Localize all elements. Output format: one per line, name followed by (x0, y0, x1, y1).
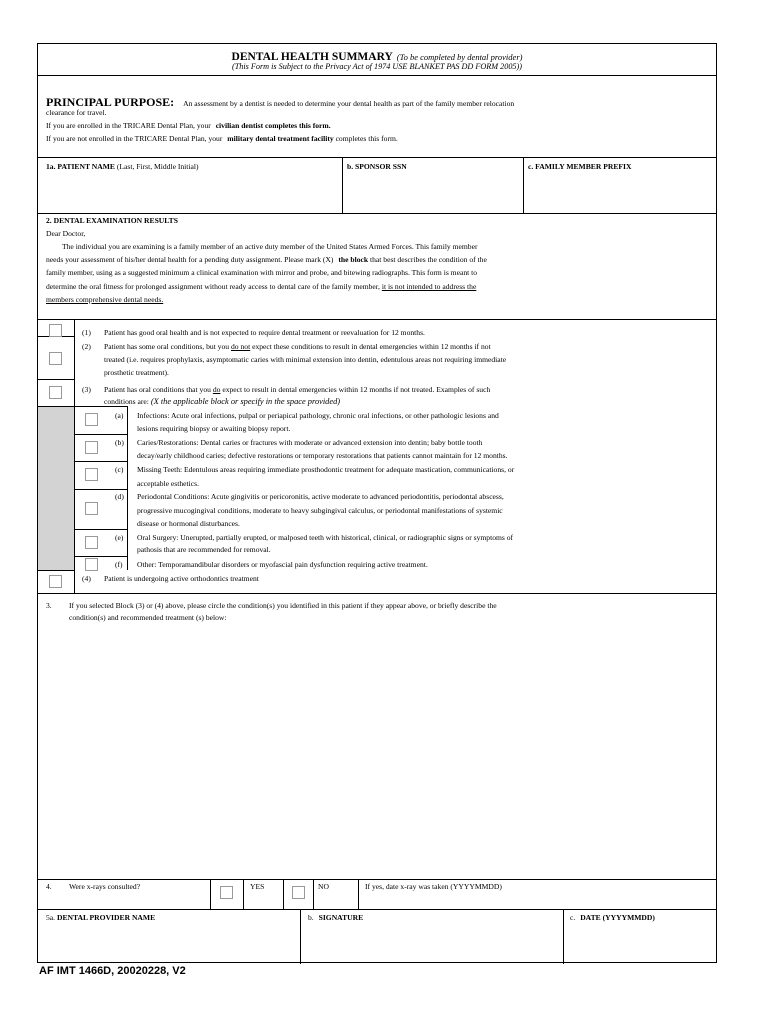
item-2-text-a: Patient has some oral conditions, but you (104, 342, 230, 351)
item-3-line1 (104, 385, 490, 395)
item-3b-number: (b) (115, 438, 124, 447)
section-4-number: 4. (46, 882, 52, 891)
item-3c-line1: Missing Teeth: Edentulous areas requiring immediate prosthodontic treatment for adequate mastication, communications, or (137, 465, 515, 474)
checkbox-item-1[interactable] (49, 324, 62, 337)
item-1-number: (1) (82, 328, 91, 337)
item-3a-number: (a) (115, 411, 124, 420)
item-3d-number: (d) (115, 492, 124, 501)
item-3f-number: (f) (115, 560, 123, 569)
checkbox-item-3[interactable] (49, 386, 62, 399)
item-3-text-a: Patient has oral conditions that you (104, 385, 211, 394)
item-3d-line2: progressive mucogingival conditions, moderate to heavy subgingival calculus, or periodontal manifestations of systemic (137, 506, 503, 515)
tricare-not-enrolled-text: If you are not enrolled in the TRICARE Dental Plan, your (46, 134, 223, 143)
exam-paragraph-line4 (46, 282, 476, 292)
item-3a-line1: Infections: Acute oral infections, pulpal or periapical pathology, chronic oral infections, or other pathologic lesions and (137, 411, 499, 420)
patient-name-field[interactable] (46, 162, 199, 172)
patient-name-label: 1a. PATIENT NAME (46, 162, 115, 171)
item-3c-number: (c) (115, 465, 124, 474)
item-2-number: (2) (82, 342, 91, 351)
xray-yes-checkbox[interactable] (220, 886, 233, 899)
exam-p2-text: needs your assessment of his/her dental health for a pending duty assignment. Please mark (X) (46, 255, 334, 264)
xray-date-field[interactable] (365, 882, 502, 892)
item-2-line1 (104, 342, 491, 352)
exam-p4-text: determine the oral fitness for prolonged assignment without ready access to dental care of the family member, (46, 282, 380, 291)
tricare-enrolled-line (46, 121, 331, 131)
item-3-number: (3) (82, 385, 91, 394)
item-3d-line1: Periodontal Conditions: Acute gingivitis or pericoronitis, active moderate to advanced periodontitis, periodontal abscess, (137, 492, 504, 501)
principal-purpose-text-cont: clearance for travel. (46, 108, 107, 117)
item-3a-line2: lesions requiring biopsy or awaiting biopsy report. (137, 424, 291, 433)
principal-purpose (46, 93, 514, 111)
item-3-line2 (104, 397, 340, 407)
xray-no-checkbox[interactable] (292, 886, 305, 899)
exam-paragraph-line3: family member, using as a suggested minimum a clinical examination with mirror and probe, and bitewing radiographs. This form is meant to (46, 268, 478, 277)
item-3e-number: (e) (115, 533, 124, 542)
civilian-dentist-text: civilian dentist completes this form. (215, 121, 331, 130)
item-3-do: do (212, 385, 221, 394)
item-2-do-not: do not (230, 342, 251, 351)
item-3b-line1: Caries/Restorations: Dental caries or fractures with moderate or advanced extension into dentin; baby bottle tooth (137, 438, 483, 447)
provider-name-label: DENTAL PROVIDER NAME (56, 913, 156, 922)
xray-yes-label: YES (250, 882, 265, 891)
exam-paragraph-line1: The individual you are examining is a family member of an active duty member of the United States Armed Forces. This family member (62, 242, 478, 251)
family-member-prefix-label: c. FAMILY MEMBER PREFIX (528, 162, 632, 171)
form-identifier: AF IMT 1466D, 20020228, V2 (39, 965, 186, 977)
exam-p2-text-end: that best describes the condition of the (370, 255, 487, 264)
signature-number: b. (308, 913, 314, 922)
privacy-act-note: (This Form is Subject to the Privacy Act of 1974 USE BLANKET PAS DD FORM 2005)) (232, 62, 522, 71)
item-4-number: (4) (82, 574, 91, 583)
gray-shading-column (38, 407, 74, 570)
sponsor-ssn-label: b. SPONSOR SSN (347, 162, 407, 171)
completes-form-text: completes this form. (335, 134, 398, 143)
form-title-note: (To be completed by dental provider) (396, 52, 523, 62)
condition-description-area[interactable] (46, 629, 710, 874)
item-2-line2: treated (i.e. requires prophylaxis, asymptomatic caries with minimal extension into dentin, edentulous areas not requiring immediate (104, 355, 507, 364)
checkbox-item-3a[interactable] (85, 413, 98, 426)
principal-purpose-heading: PRINCIPAL PURPOSE: (46, 95, 175, 109)
military-facility-text: military dental treatment facility (227, 134, 334, 143)
item-3f-line1: Other: Temporamandibular disorders or myofascial pain dysfunction requiring active treatment. (137, 560, 428, 569)
patient-name-hint: (Last, First, Middle Initial) (116, 162, 199, 171)
principal-purpose-text: An assessment by a dentist is needed to determine your dental health as part of the family member relocation (183, 99, 515, 108)
item-3e-line1: Oral Surgery: Unerupted, partially erupted, or malposed teeth with historical, clinical, or radiographic signs or symptoms of (137, 533, 514, 542)
the-block-text: the block (338, 255, 369, 264)
xray-no-label: NO (318, 882, 329, 891)
provider-name-field[interactable] (46, 913, 155, 923)
section-3-line1: If you selected Block (3) or (4) above, please circle the condition(s) you identified in this patient if they appear above, or briefly describe the (69, 601, 497, 610)
item-3-text-c: expect to result in dental emergencies within 12 months if not treated. Examples of such (222, 385, 491, 394)
checkbox-item-3e[interactable] (85, 536, 98, 549)
signature-field[interactable] (308, 913, 363, 923)
item-1-text: Patient has good oral health and is not expected to require dental treatment or reevaluation for 12 months. (104, 328, 425, 337)
item-3-instruction: (X the applicable block or specify in the space provided) (150, 397, 341, 406)
provider-name-number: 5a. (46, 913, 56, 922)
sponsor-ssn-field[interactable] (347, 162, 407, 172)
date-label: DATE (YYYYMMDD) (580, 913, 655, 922)
section-3-line2: condition(s) and recommended treatment (s) below: (69, 613, 227, 622)
item-3c-line2: acceptable esthetics. (137, 479, 199, 488)
item-3-conditions-label: conditions are: (104, 397, 149, 406)
date-field[interactable] (570, 913, 655, 923)
tricare-not-enrolled-line (46, 134, 398, 144)
xray-question: Were x-rays consulted? (69, 882, 141, 891)
not-intended-text: it is not intended to address the (381, 282, 477, 291)
form-title: DENTAL HEALTH SUMMARY (231, 51, 393, 63)
item-2-text-c: expect these conditions to result in dental emergencies within 12 months if not (252, 342, 491, 351)
exam-paragraph-line2 (46, 255, 487, 265)
xray-date-label: If yes, date x-ray was taken (YYYYMMDD) (365, 882, 502, 891)
tricare-enrolled-text: If you are enrolled in the TRICARE Dental Plan, your (46, 121, 211, 130)
item-3d-line3: disease or hormonal disturbances. (137, 519, 240, 528)
item-4-text: Patient is undergoing active orthodontics treatment (104, 574, 259, 583)
family-member-prefix-field[interactable] (528, 162, 632, 172)
salutation: Dear Doctor, (46, 229, 86, 238)
item-3e-line2: pathosis that are recommended for removal. (137, 545, 271, 554)
item-2-line3: prosthetic treatment). (104, 368, 169, 377)
exam-results-heading: 2. DENTAL EXAMINATION RESULTS (46, 216, 178, 225)
checkbox-item-3f[interactable] (85, 558, 98, 571)
checkbox-item-4[interactable] (49, 575, 62, 588)
dental-health-summary-form (37, 43, 717, 963)
checkbox-item-3c[interactable] (85, 468, 98, 481)
checkbox-item-2[interactable] (49, 352, 62, 365)
section-3-number: 3. (46, 601, 52, 610)
checkbox-item-3b[interactable] (85, 441, 98, 454)
checkbox-item-3d[interactable] (85, 502, 98, 515)
date-number: c. (570, 913, 576, 922)
exam-paragraph-line5: members comprehensive dental needs. (46, 295, 164, 304)
item-3b-line2: decay/early childhood caries; defective restorations or temporary restorations that patients cannot maintain for 12 months. (137, 451, 508, 460)
signature-label: SIGNATURE (318, 913, 364, 922)
